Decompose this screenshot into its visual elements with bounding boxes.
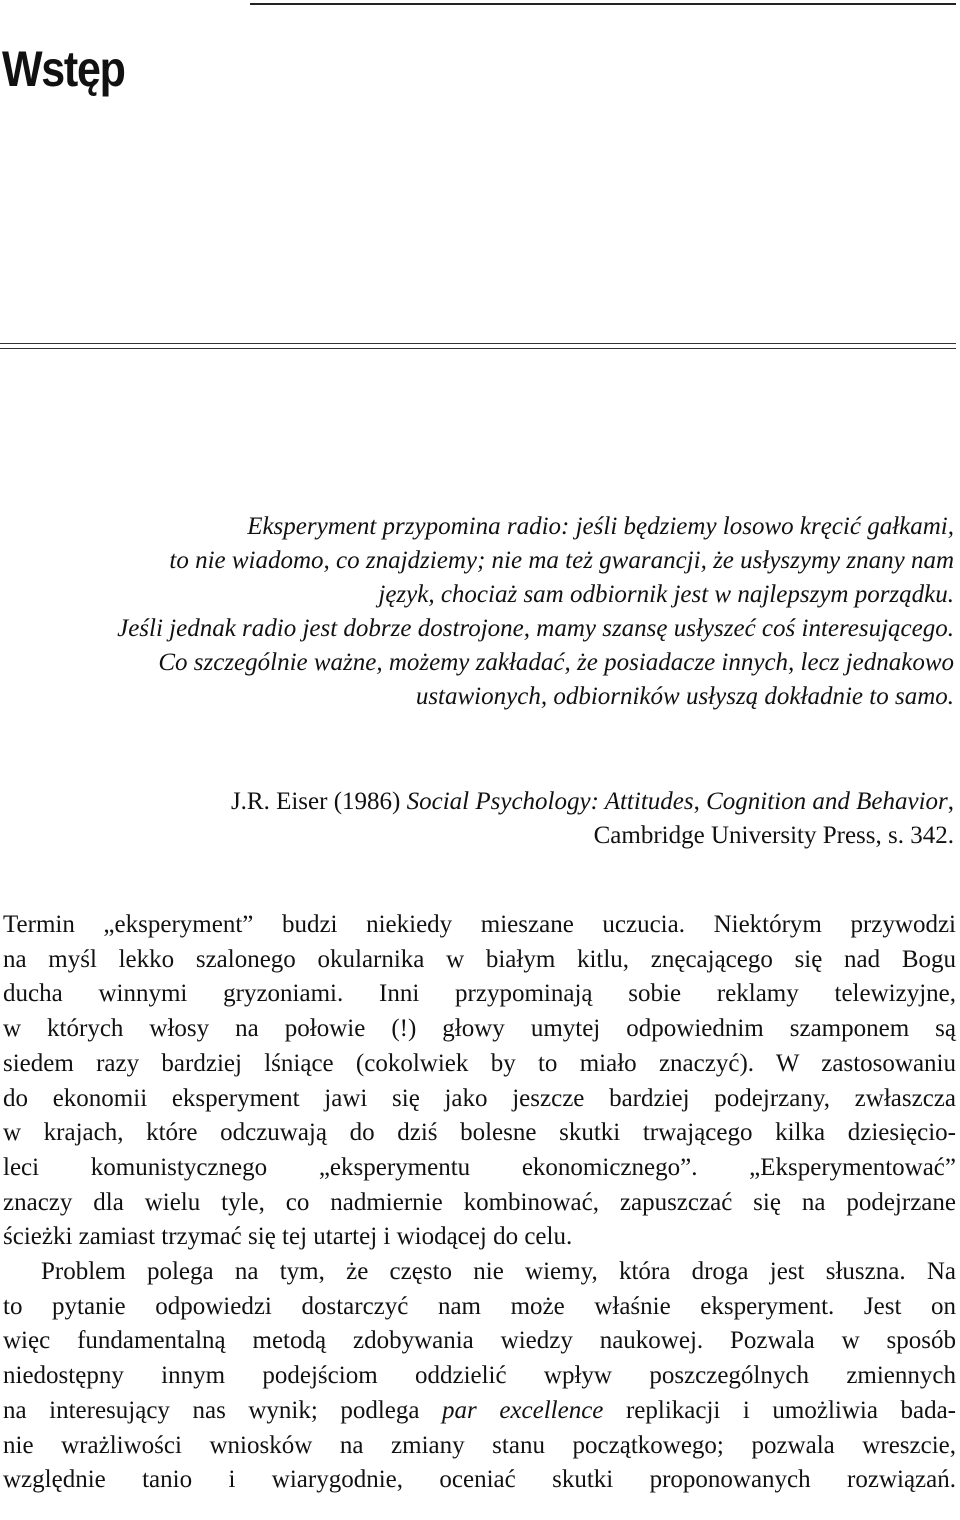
paragraph-line: w krajach, które odczuwają do dziś bolesne skutki trwającego kilka dziesięcio-: [3, 1119, 956, 1147]
epigraph-line: ustawionych, odbiorników usłyszą dokładnie to samo.: [415, 683, 954, 710]
citation-publisher: Cambridge University Press, s. 342.: [593, 822, 954, 849]
paragraph-line: na interesujący nas wynik; podlega par excellence replikacji i umożliwia bada-: [3, 1396, 957, 1424]
paragraph-line: do ekonomii eksperyment jawi się jako jeszcze bardziej podejrzany, zwłaszcza: [3, 1084, 956, 1112]
paragraph-line: w których włosy na połowie (!) głowy umytej odpowiednim szamponem są: [3, 1015, 956, 1043]
top-rule: [250, 3, 956, 5]
epigraph-line: język, chociaż sam odbiornik jest w najlepszym porządku.: [378, 581, 954, 608]
citation-title-part2: Cognition and Behavior: [706, 788, 948, 815]
chapter-heading: Wstęp: [2, 41, 125, 97]
paragraph-line: to pytanie odpowiedzi dostarczyć nam może właśnie eksperyment. Jest on: [3, 1292, 956, 1320]
paragraph-line: względnie tanio i wiarygodnie, oceniać skutki proponowanych rozwiązań.: [3, 1466, 956, 1494]
epigraph-line: Eksperyment przypomina radio: jeśli będziemy losowo kręcić gałkami,: [247, 513, 954, 540]
epigraph-line: to nie wiadomo, co znajdziemy; nie ma też gwarancji, że usłyszymy znany nam: [169, 547, 954, 574]
body-text: [3, 908, 956, 1498]
paragraph-line: leci komunistycznego „eksperymentu ekonomicznego”. „Eksperymentować”: [3, 1153, 956, 1181]
epigraph-line: Co szczególnie ważne, możemy zakładać, że posiadacze innych, lecz jednakowo: [158, 649, 954, 676]
epigraph-citation: J.R. Eiser (1986) Social Psychology: Attitudes, Cognition and Behavior, Cambridge University Press, s. 342.: [0, 785, 954, 853]
epigraph-line: Jeśli jednak radio jest dobrze dostrojone, mamy szansę usłyszeć coś interesującego.: [117, 615, 954, 642]
paragraph-line: więc fundamentalną metodą zdobywania wiedzy naukowej. Pozwala w sposób: [3, 1327, 956, 1355]
epigraph: [0, 510, 954, 714]
citation-title: Social Psychology: Attitudes: [406, 788, 694, 815]
paragraph-line: ducha winnymi gryzoniami. Inni przypominają sobie reklamy telewizyjne,: [3, 980, 956, 1008]
paragraph-line: siedem razy bardziej lśniące (cokolwiek by to miało znaczyć). W zastosowaniu: [3, 1049, 956, 1077]
citation-author: J.R. Eiser (1986): [230, 788, 401, 815]
italic-phrase: par excellence: [442, 1396, 604, 1424]
double-rule: [0, 343, 956, 349]
paragraph-line: nie wrażliwości wniosków na zmiany stanu początkowego; pozwala wreszcie,: [3, 1431, 956, 1459]
paragraph-line: Problem polega na tym, że często nie wiemy, która droga jest słuszna. Na: [41, 1258, 956, 1286]
paragraph-line: niedostępny innym podejściom oddzielić wpływ poszczególnych zmiennych: [3, 1362, 956, 1390]
paragraph-line: na myśl lekko szalonego okularnika w białym kitlu, znęcającego się nad Bogu: [3, 945, 956, 973]
paragraph-line: znaczy dla wielu tyle, co nadmiernie kombinować, zapuszczać się na podejrzane: [3, 1188, 956, 1216]
paragraph-line: ścieżki zamiast trzymać się tej utartej i wiodącej do celu.: [3, 1223, 573, 1251]
paragraph-line: Termin „eksperyment” budzi niekiedy mieszane uczucia. Niektórym przywodzi: [3, 911, 956, 938]
